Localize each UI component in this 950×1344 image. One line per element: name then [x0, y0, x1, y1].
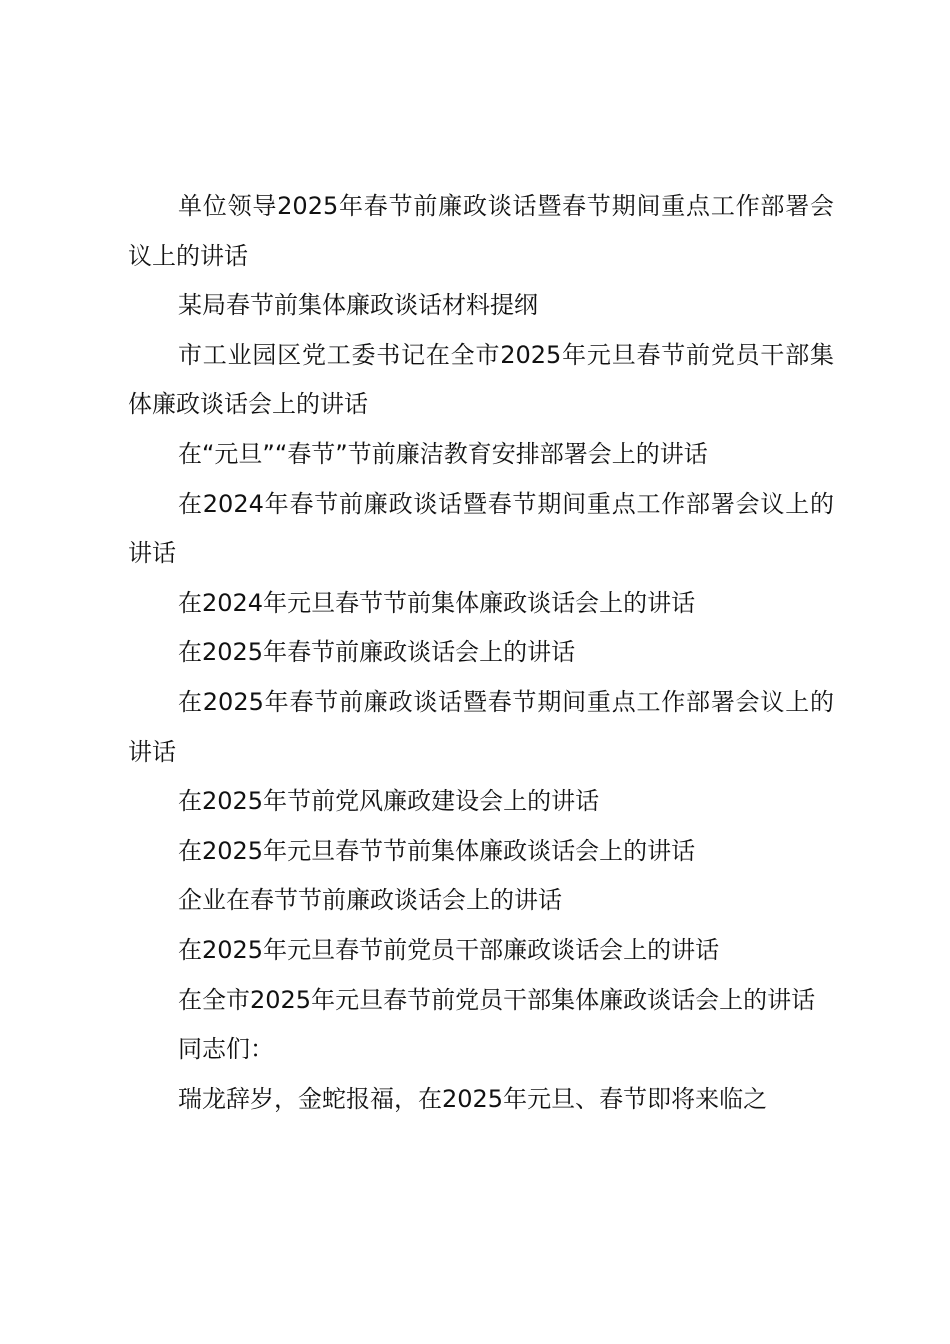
toc-item-7: 在2025年春节前廉政谈话会上的讲话 [178, 638, 576, 667]
salutation: 同志们： [178, 1035, 274, 1064]
speech-title: 在全市2025年元旦春节前党员干部集体廉政谈话会上的讲话 [178, 985, 816, 1014]
body-paragraph: 瑞龙辞岁，金蛇报福，在2025年元旦、春节即将来临之 [178, 1084, 768, 1113]
toc-item-12: 在2025年元旦春节前党员干部廉政谈话会上的讲话 [178, 935, 720, 964]
toc-item-3: 市工业园区党工委书记在全市2025年元旦春节前党员干部集体廉政谈话会上的讲话 [128, 340, 834, 419]
toc-item-11: 企业在春节节前廉政谈话会上的讲话 [178, 886, 562, 915]
toc-item-6: 在2024年元旦春节节前集体廉政谈话会上的讲话 [178, 588, 696, 617]
toc-item-5: 在2024年春节前廉政谈话暨春节期间重点工作部署会议上的讲话 [128, 489, 834, 568]
toc-item-8: 在2025年春节前廉政谈话暨春节期间重点工作部署会议上的讲话 [128, 687, 834, 766]
toc-item-9: 在2025年节前党风廉政建设会上的讲话 [178, 787, 600, 816]
toc-item-10: 在2025年元旦春节节前集体廉政谈话会上的讲话 [178, 836, 696, 865]
document-body [128, 182, 834, 1124]
toc-item-2: 某局春节前集体廉政谈话材料提纲 [178, 291, 538, 320]
toc-item-1: 单位领导2025年春节前廉政谈话暨春节期间重点工作部署会议上的讲话 [128, 192, 834, 270]
toc-item-4: 在“元旦”“春节”节前廉洁教育安排部署会上的讲话 [178, 439, 708, 468]
